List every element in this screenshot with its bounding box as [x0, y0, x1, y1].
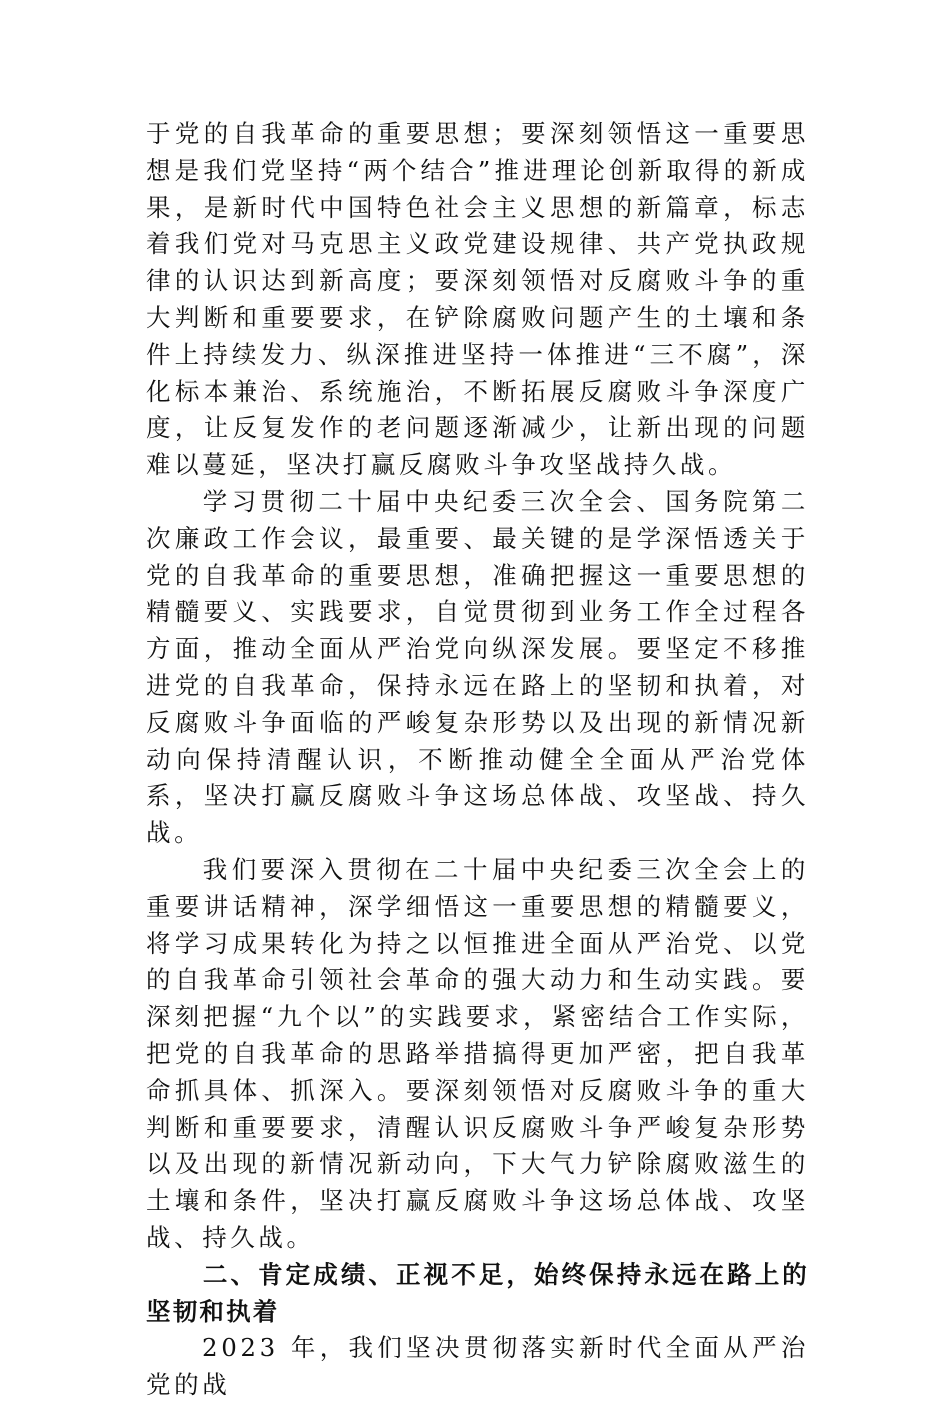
section-heading	[146, 1257, 809, 1331]
paragraph-study-implementation	[146, 484, 809, 852]
paragraph-deep-implementation	[146, 852, 809, 1257]
paragraph-2023	[146, 1330, 809, 1404]
section-heading-text: 二、肯定成绩、正视不足，始终保持永远在路上的坚韧和执着	[146, 1259, 809, 1326]
paragraph-text: 学习贯彻二十届中央纪委三次全会、国务院第二次廉政工作会议，最重要、最关键的是学深悟透关于党的自我革命的重要思想，准确把握这一重要思想的精髓要义、实践要求，自觉贯彻到业务工作全过程各方面，推动全面从严治党向纵深发展。要坚定不移推进党的自我革命，保持永远在路上的坚韧和执着，对反腐败斗争面临的严峻复杂形势以及出现的新情况新动向保持清醒认识，不断推动健全全面从严治党体系，坚决打赢反腐败斗争这场总体战、攻坚战、持久战。	[146, 486, 809, 848]
document-body	[146, 116, 809, 1404]
paragraph-text: 于党的自我革命的重要思想；要深刻领悟这一重要思想是我们党坚持“两个结合”推进理论创新取得的新成果，是新时代中国特色社会主义思想的新篇章，标志着我们党对马克思主义政党建设规律、共产党执政规律的认识达到新高度；要深刻领悟对反腐败斗争的重大判断和重要要求，在铲除腐败问题产生的土壤和条件上持续发力、纵深推进坚持一体推进“三不腐”，深化标本兼治、系统施治，不断拓展反腐败斗争深度广度，让反复发作的老问题逐渐减少，让新出现的问题难以蔓延，坚决打赢反腐败斗争攻坚战持久战。	[146, 119, 809, 480]
paragraph-text: 我们要深入贯彻在二十届中央纪委三次全会上的重要讲话精神，深学细悟这一重要思想的精髓要义，将学习成果转化为持之以恒推进全面从严治党、以党的自我革命引领社会革命的强大动力和生动实践。要深刻把握“九个以”的实践要求，紧密结合工作实际，把党的自我革命的思路举措搞得更加严密，把自我革命抓具体、抓深入。要深刻领悟对反腐败斗争的重大判断和重要要求，清醒认识反腐败斗争严峻复杂形势以及出现的新情况新动向，下大气力铲除腐败滋生的土壤和条件，坚决打赢反腐败斗争这场总体战、攻坚战、持久战。	[146, 854, 809, 1252]
paragraph-text: 2023 年，我们坚决贯彻落实新时代全面从严治党的战	[146, 1333, 809, 1400]
paragraph-continuation	[146, 116, 809, 484]
